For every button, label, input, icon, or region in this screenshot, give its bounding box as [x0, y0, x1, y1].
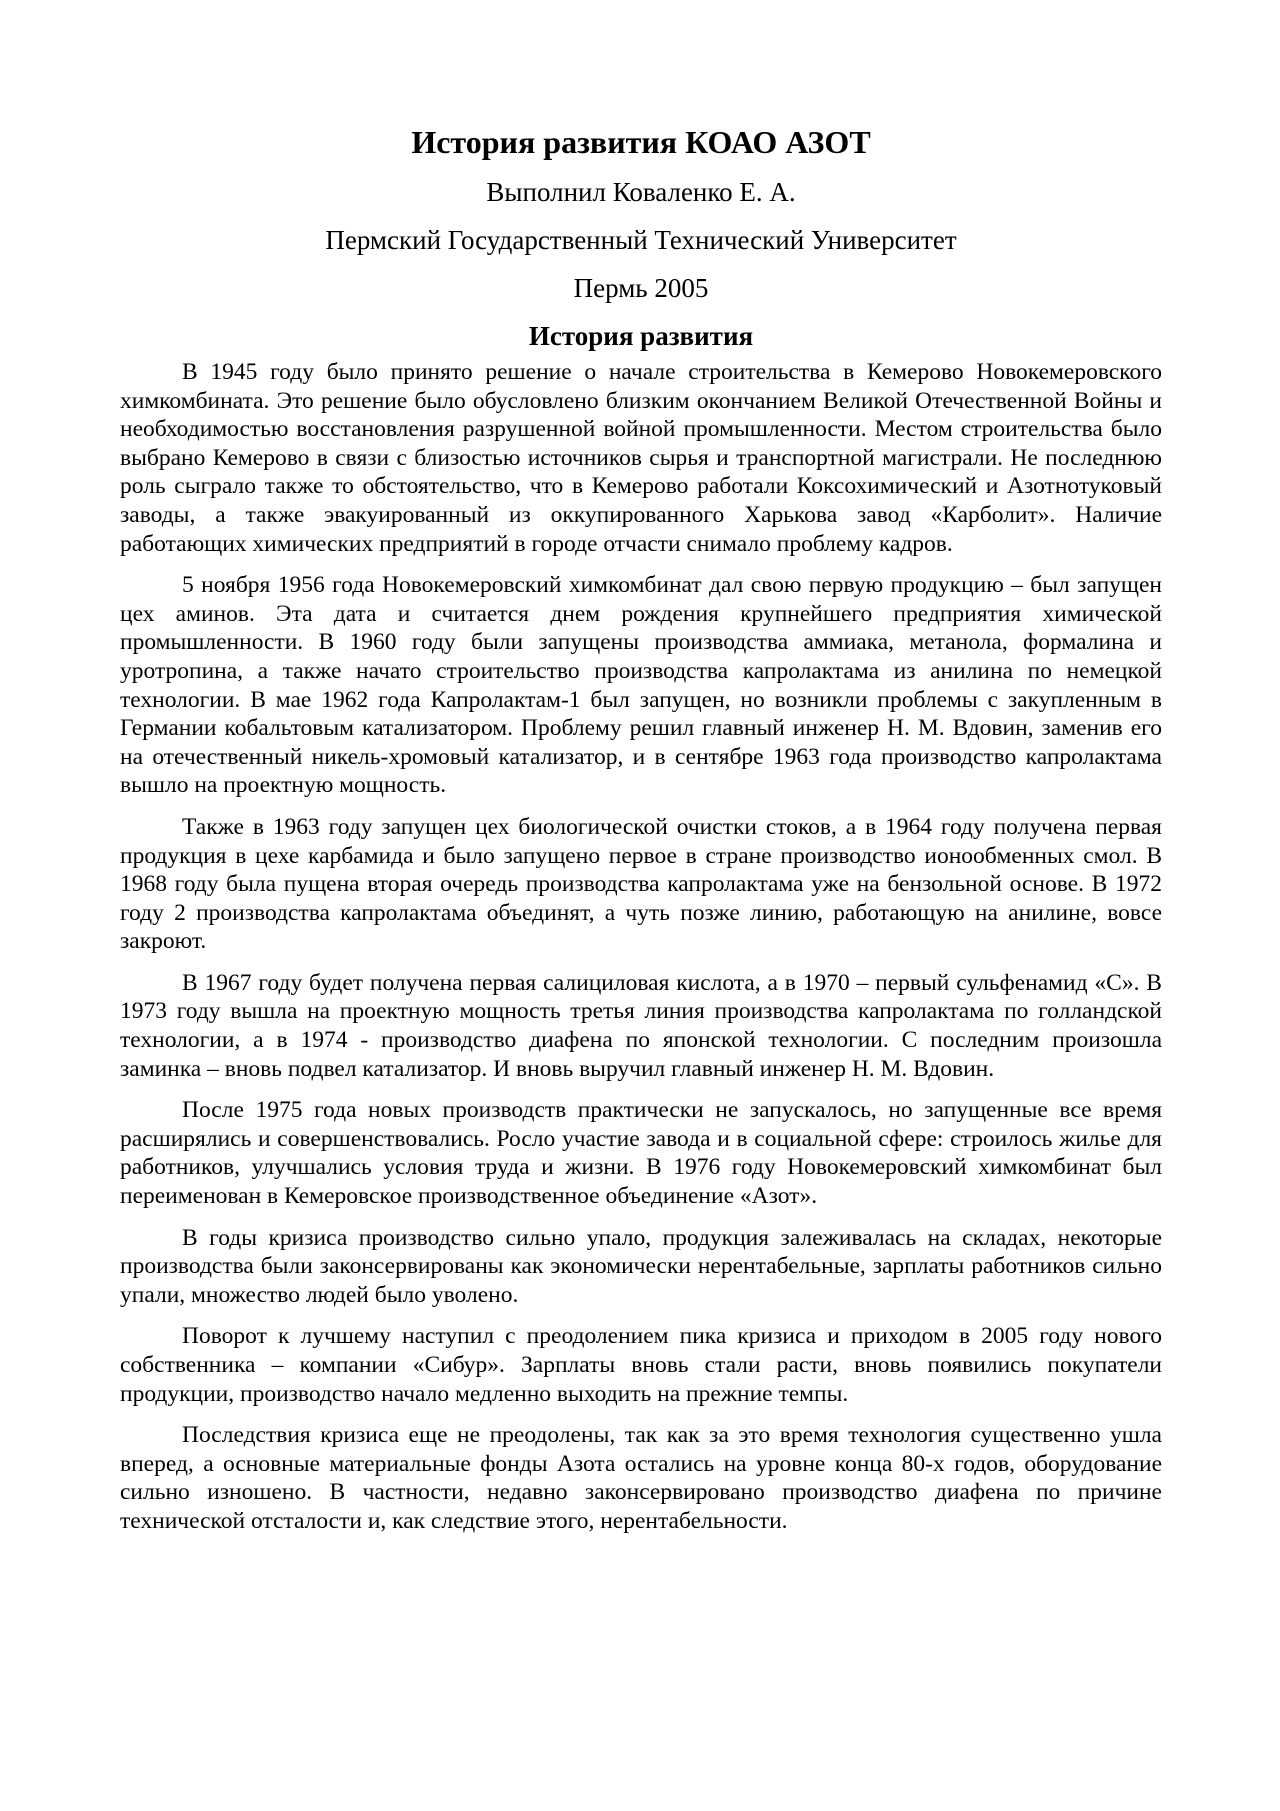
paragraph: После 1975 года новых производств практически не запускалось, но запущенные все время расширялись и совершенствовались. Росло участие завода и в социальной сфере: строилось жилье для работников, улучшались условия труда и жизни. В 1976 году Новокемеровский химкомбинат был переименован в Кемеровское производственное объединение «Азот». — [120, 1097, 1162, 1210]
paragraph: В 1967 году будет получена первая салициловая кислота, а в 1970 – первый сульфенамид «С». В 1973 году вышла на проектную мощность третья линия производства капролактама по голландской технологии, а в 1974 - производство диафена по японской технологии. С последним произошла заминка – вновь подвел катализатор. И вновь выручил главный инженер Н. М. Вдовин. — [120, 969, 1162, 1082]
paragraph: Последствия кризиса еще не преодолены, так как за это время технология существенно ушла вперед, а основные материальные фонды Азота остались на уровне конца 80-х годов, оборудование сильно изношено. В частности, недавно законсервировано производство диафена по причине технической отсталости и, как следствие этого, нерентабельности. — [120, 1422, 1162, 1534]
author-line: Выполнил Коваленко Е. А. — [486, 177, 796, 207]
paragraph: В годы кризиса производство сильно упало, продукция залеживалась на складах, некоторые производства были законсервированы как экономически нерентабельные, зарплаты работников сильно упали, множество людей было уволено. — [120, 1224, 1162, 1308]
paragraph: 5 ноября 1956 года Новокемеровский химкомбинат дал свою первую продукцию – был запущен цех аминов. Эта дата и считается днем рождения крупнейшего предприятия химической промышленности. В 1960 году были запущены производства аммиака, метанола, формалина и уротропина, а также начато строительство производства капролактама из анилина по немецкой технологии. В мае 1962 года Капролактам-1 был запущен, но возникли проблемы с закупленным в Германии кобальтовым катализатором. Проблему решил главный инженер Н. М. Вдовин, заменив его на отечественный никель-хромовый катализатор, и в сентябре 1963 года производство капролактама вышло на проектную мощность. — [120, 572, 1162, 799]
city-year-line: Пермь 2005 — [573, 273, 709, 303]
paragraph: В 1945 году было принято решение о начале строительства в Кемерово Новокемеровского химкомбината. Это решение было обусловлено близким окончанием Великой Отечественной Войны и необходимостью восстановления разрушенной войной промышленности. Местом строительства было выбрано Кемерово в связи с близостью источников сырья и транспортной магистрали. Не последнюю роль сыграло также то обстоятельство, что в Кемерово работали Коксохимический и Азотнотуковый заводы, а также эвакуированный из оккупированного Харькова завод «Карболит». Наличие работающих химических предприятий в городе отчасти снимало проблему кадров. — [120, 359, 1162, 557]
section-title: История развития — [528, 321, 754, 351]
document-title: История развития КОАО АЗОТ — [411, 124, 871, 160]
paragraph: Также в 1963 году запущен цех биологической очистки стоков, а в 1964 году получена первая продукция в цехе карбамида и было запущено первое в стране производство ионообменных смол. В 1968 году была пущена вторая очередь производства капролактама уже на бензольной основе. В 1972 году 2 производства капролактама объединят, а чуть позже линию, работающую на анилине, вовсе закроют. — [120, 813, 1162, 955]
document-body — [120, 118, 1162, 1549]
institution-line: Пермский Государственный Технический Университет — [325, 225, 957, 255]
paragraph: Поворот к лучшему наступил с преодолением пика кризиса и приходом в 2005 году нового собственника – компании «Сибур». Зарплаты вновь стали расти, вновь появились покупатели продукции, производство начало медленно выходить на прежние темпы. — [120, 1323, 1162, 1407]
